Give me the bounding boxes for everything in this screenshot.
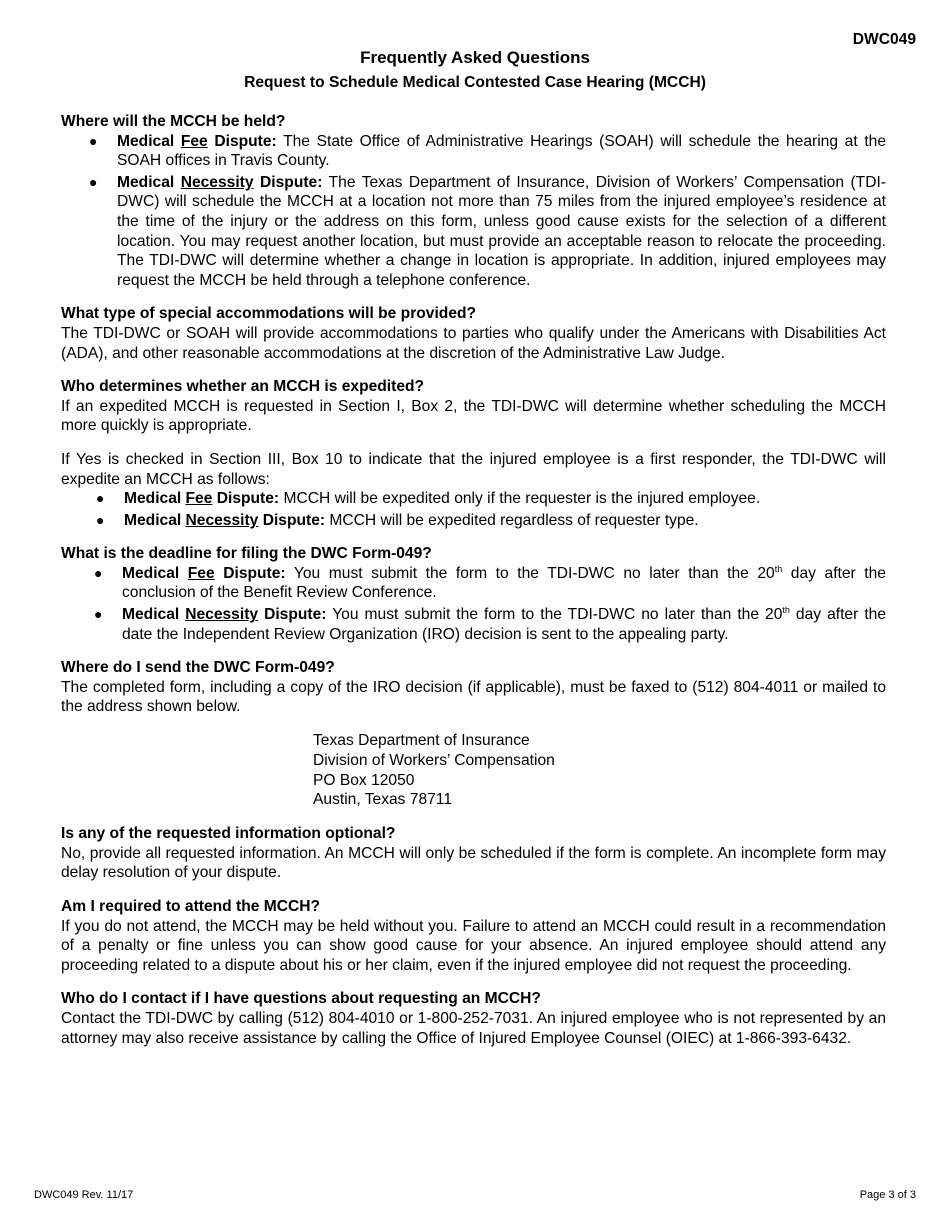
faq-attend	[61, 897, 886, 975]
where-held-list	[61, 132, 886, 291]
page-title: Frequently Asked Questions	[360, 48, 590, 67]
question-expedited: Who determines whether an MCCH is expedited?	[61, 378, 425, 396]
faq-contact	[61, 989, 886, 1048]
address-line: PO Box 12050	[313, 771, 415, 789]
faq-send	[61, 658, 886, 810]
question-contact: Who do I contact if I have questions about requesting an MCCH?	[61, 990, 541, 1008]
footer-revision: DWC049 Rev. 11/17	[34, 1189, 134, 1201]
answer-contact: Contact the TDI-DWC by calling (512) 804-4010 or 1-800-252-7031. An injured employee who is not represented by an attorney may also receive assistance by calling the Office of Injured Employee Counsel (OIEC) at 1-866-393-6432.	[61, 1009, 886, 1047]
address-line: Division of Workers’ Compensation	[313, 751, 555, 769]
address-line: Austin, Texas 78711	[313, 791, 452, 809]
mailing-address	[313, 731, 886, 810]
answer-optional: No, provide all requested information. An MCCH will only be scheduled if the form is complete. An incomplete form may delay resolution of your dispute.	[61, 844, 886, 882]
answer-send: The completed form, including a copy of the IRO decision (if applicable), must be faxed to (512) 804-4011 or mailed to the address shown below.	[61, 678, 886, 716]
deadline-list	[61, 564, 886, 644]
form-id: DWC049	[852, 31, 916, 48]
list-item: ● Medical Fee Dispute: MCCH will be expedited only if the requester is the injured employee.	[96, 490, 761, 508]
question-accommodations: What type of special accommodations will be provided?	[61, 305, 477, 323]
list-item: ● Medical Fee Dispute: The State Office of Administrative Hearings (SOAH) will schedule the hearing at the SOAH offices in Travis County.	[89, 132, 886, 170]
list-item: ● Medical Necessity Dispute: The Texas Department of Insurance, Division of Workers’ Compensation (TDI-DWC) will schedule the MCCH at a location not more than 75 miles from the injured employee’s residence at the time of the injury or the address on this form, unless good cause exists for the selection of a different location. You may request another location, but must provide an acceptable reason to relocate the proceeding. The TDI-DWC will determine whether a change in location is appropriate. In addition, injured employees may request the MCCH be held through a telephone conference.	[89, 173, 886, 289]
faq-accommodations	[61, 304, 886, 363]
answer-attend: If you do not attend, the MCCH may be held without you. Failure to attend an MCCH could result in a recommendation of a penalty or fine unless you can show good cause for your absence. An injured employee should attend any proceeding related to a dispute about his or her claim, even if the injured employee did not request the proceeding.	[61, 917, 886, 974]
faq-expedited	[61, 377, 886, 530]
answer-expedited-1: If an expedited MCCH is requested in Section I, Box 2, the TDI-DWC will determine whether scheduling the MCCH more quickly is appropriate.	[61, 397, 886, 435]
list-item: ● Medical Fee Dispute: You must submit the form to the TDI-DWC no later than the 20th day after the conclusion of the Benefit Review Conference.	[94, 563, 886, 602]
bullet-icon: ●	[89, 173, 98, 190]
address-line: Texas Department of Insurance	[313, 732, 530, 750]
bullet-icon: ●	[94, 564, 103, 581]
page-subtitle: Request to Schedule Medical Contested Case Hearing (MCCH)	[244, 74, 706, 91]
question-where-held: Where will the MCCH be held?	[61, 113, 286, 130]
faq-where-held	[61, 112, 886, 290]
faq-optional	[61, 824, 886, 883]
question-optional: Is any of the requested information optional?	[61, 825, 396, 843]
bullet-icon: ●	[96, 490, 105, 507]
question-deadline: What is the deadline for filing the DWC Form-049?	[61, 545, 432, 563]
question-send: Where do I send the DWC Form-049?	[61, 659, 335, 677]
answer-accommodations: The TDI-DWC or SOAH will provide accommodations to parties who qualify under the Americans with Disabilities Act (ADA), and other reasonable accommodations at the discretion of the Administrative Law Judge.	[61, 324, 886, 362]
question-attend: Am I required to attend the MCCH?	[61, 898, 321, 915]
answer-expedited-2: If Yes is checked in Section III, Box 10 to indicate that the injured employee is a first responder, the TDI-DWC will expedite an MCCH as follows:	[61, 450, 886, 488]
footer-page-number: Page 3 of 3	[859, 1189, 916, 1201]
list-item: ● Medical Necessity Dispute: MCCH will be expedited regardless of requester type.	[96, 511, 699, 529]
bullet-icon: ●	[94, 606, 103, 623]
expedited-list	[61, 489, 886, 530]
list-item: ● Medical Necessity Dispute: You must submit the form to the TDI-DWC no later than the 20th day after the date the Independent Review Organization (IRO) decision is sent to the appealing party.	[94, 604, 886, 643]
faq-content	[61, 112, 886, 1062]
bullet-icon: ●	[89, 132, 98, 149]
faq-deadline	[61, 544, 886, 644]
bullet-icon: ●	[96, 511, 105, 528]
